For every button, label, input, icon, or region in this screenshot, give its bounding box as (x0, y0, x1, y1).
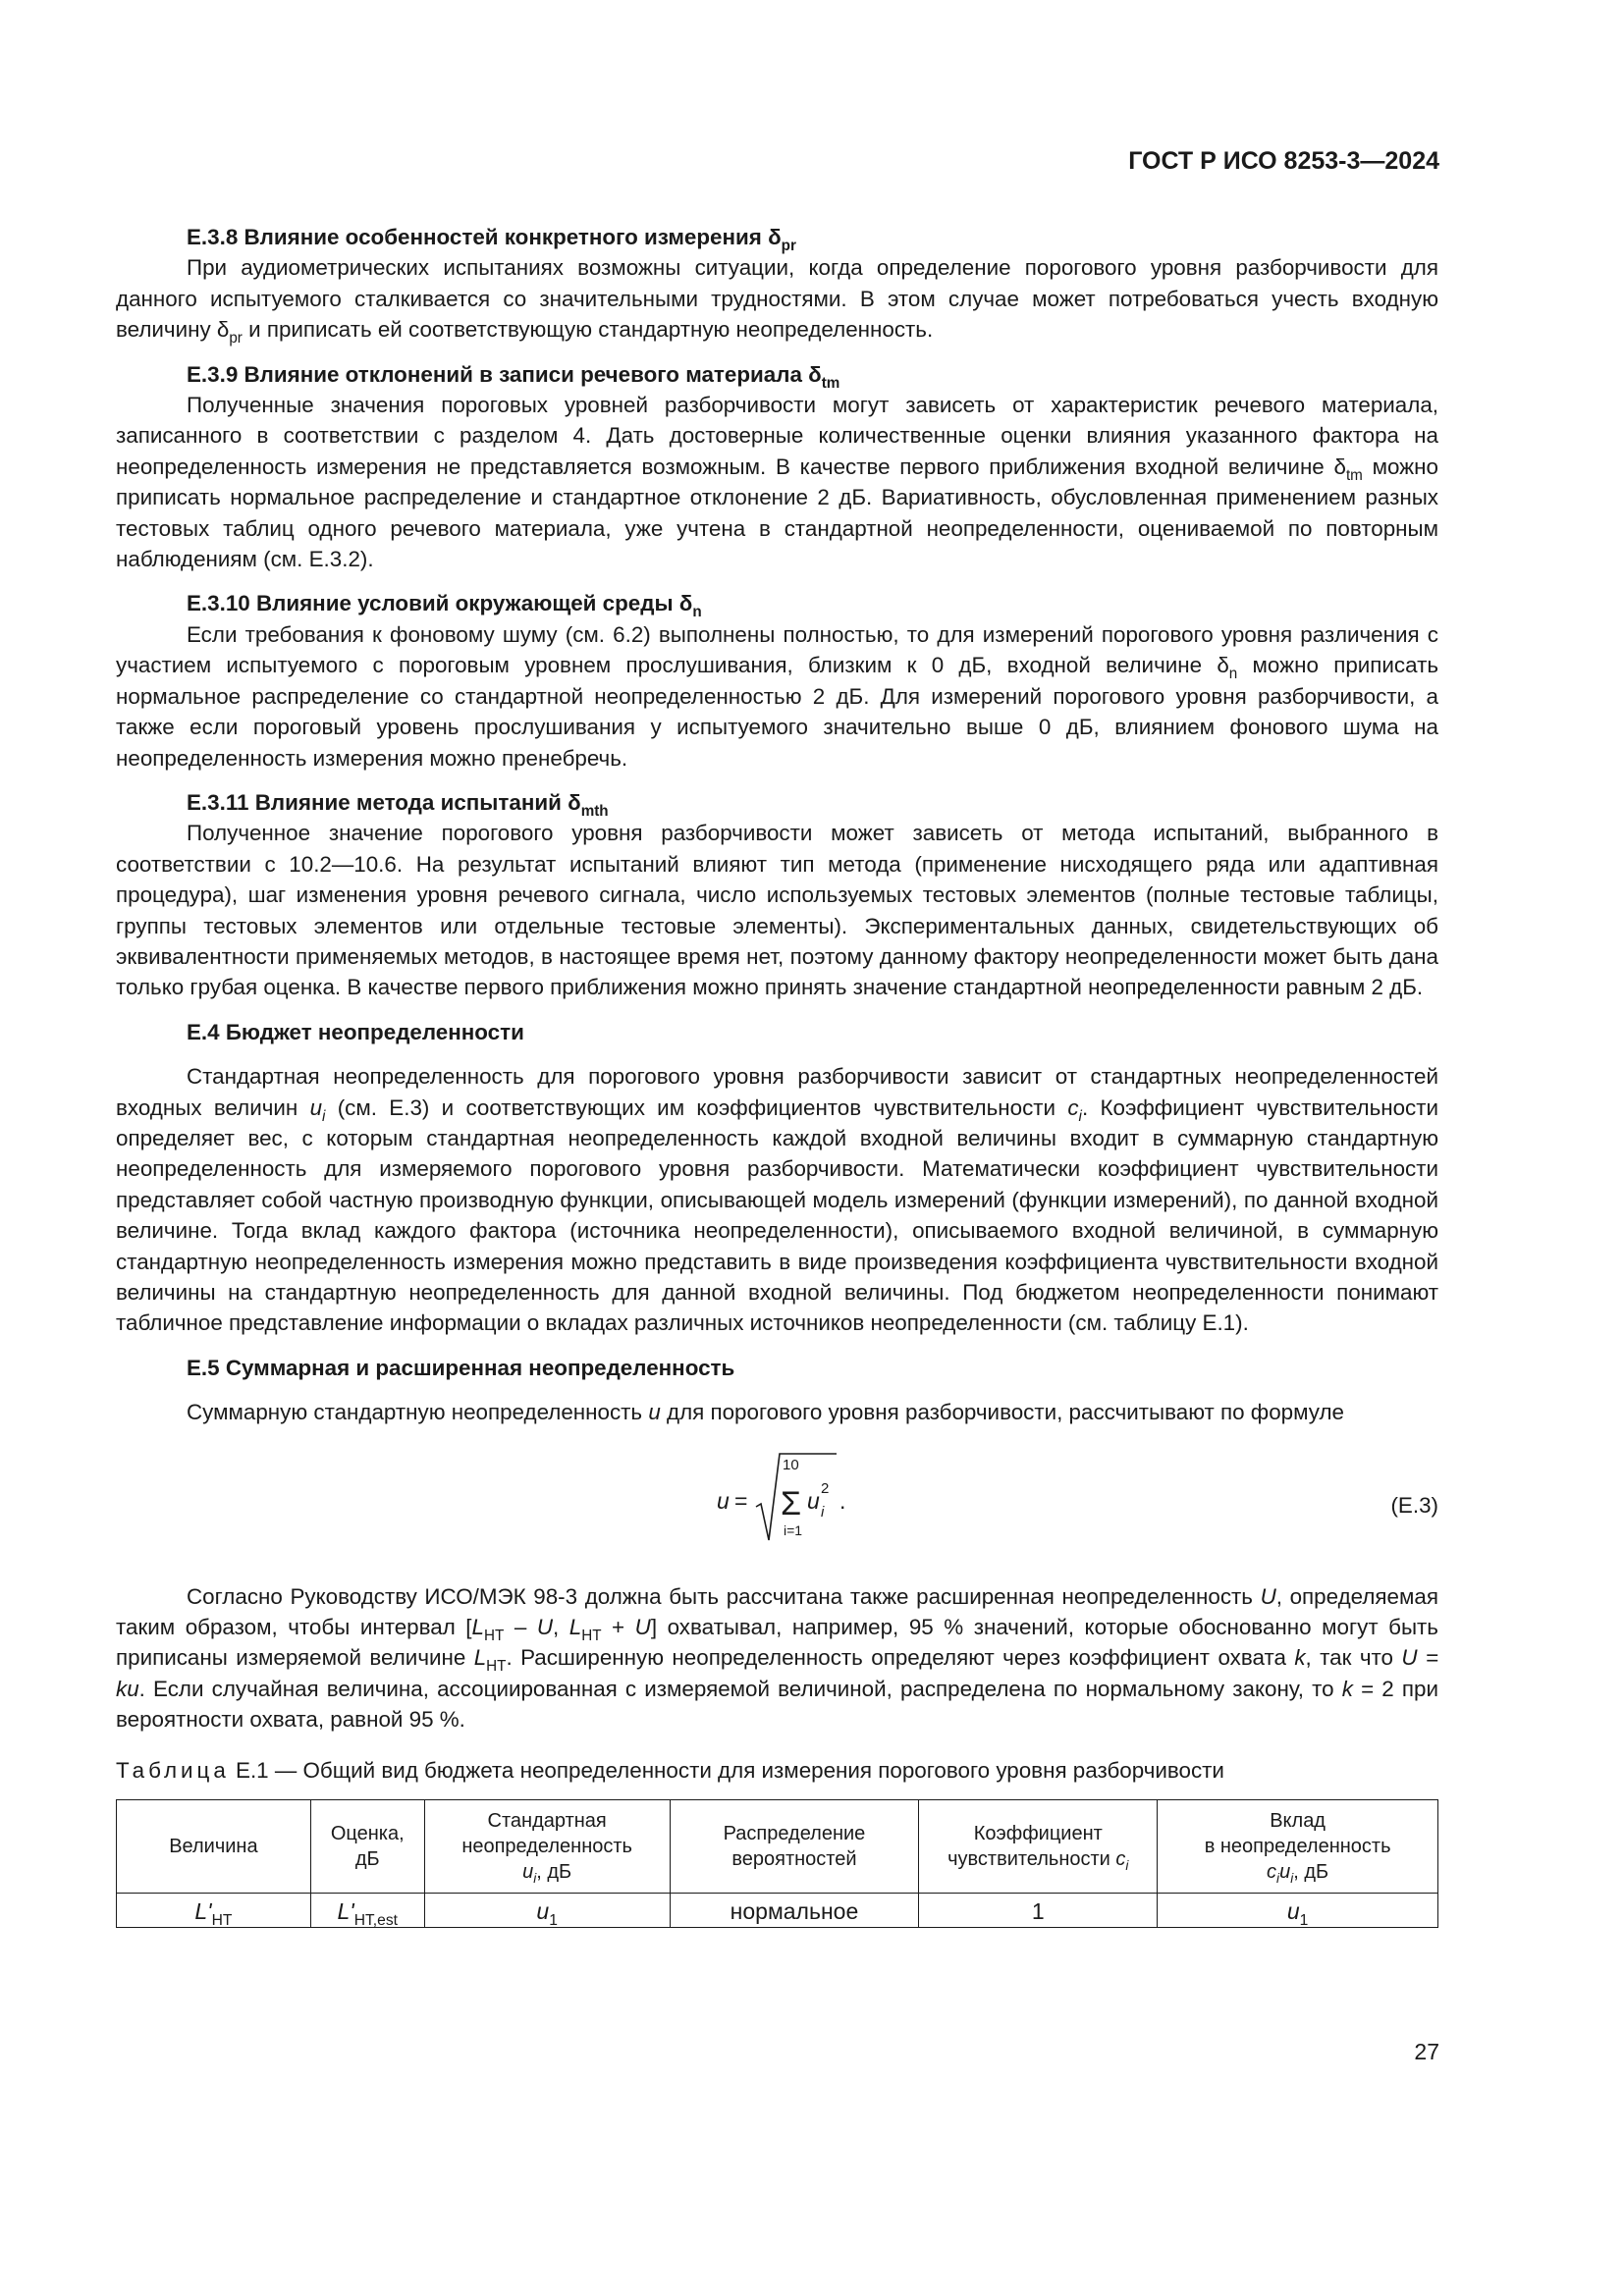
section-e4-paragraph: Стандартная неопределенность для порогового уровня разборчивости зависит от стандартных неопределенностей входных величин $u_i$ (см. Е.3) и соответствующих им коэффициентов чувствительности $c_i$. Коэффициент чувствительности определяет вес, с которым стандартная неопределенность каждой входной величины входит в суммарную стандартную неопределенность для измеряемого порогового уровня разборчивости. Математически коэффициент чувствительности представляет собой частную производную функции, описывающей модель измерений (функции измерений), по данной входной величине. Тогда вклад каждого фактора (источника неопределенности), описываемого входной величиной, в суммарную стандартную неопределенность измерения можно представить в виде произведения коэффициента чувствительности входной величины на стандартную неопределенность для данной входной величины. Под бюджетом неопределенности понимают табличное представление информации о вкладах различных источников неопределенности (см. таблицу Е.1). (116, 1064, 1439, 1336)
sum-upper-limit: 10 (783, 1456, 799, 1473)
page-number: 27 (1414, 2039, 1439, 2064)
header-distribution: Распределение вероятностей (670, 1800, 919, 1894)
table-caption: Таблица Е.1 — Общий вид бюджета неопределенности для измерения порогового уровня разборчивости (116, 1757, 1224, 1783)
cell-std-uncertainty: $u_1$ (424, 1894, 670, 1928)
section-e39-paragraph: Полученные значения пороговых уровней разборчивости могут зависеть от характеристик речевого материала, записанного в соответствии с разделом 4. Дать достоверные количественные оценки влияния указанного фактора на неопределенность измерения не представляется возможным. В качестве первого приближения входной величине $\delta_{tm}$ можно приписать нормальное распределение и стандартное отклонение 2 дБ. Вариативность, обусловленная применением разных тестовых таблиц одного речевого материала, уже учтена в стандартной неопределенности, оцениваемой по повторным наблюдениям (см. Е.3.2). (116, 393, 1438, 572)
cell-contribution: $u_1$ (1158, 1894, 1438, 1928)
section-e4-title: Е.4 Бюджет неопределенности (187, 1019, 524, 1044)
section-e5-title: Е.5 Суммарная и расширенная неопределенность (187, 1355, 735, 1380)
section-e311-paragraph: Полученное значение порогового уровня разборчивости может зависеть от метода испытаний, выбранного в соответствии с 10.2—10.6. На результат испытаний влияют тип метода (применение нисходящего ряда или адаптивная процедура), шаг изменения уровня речевого сигнала, число используемых тестовых элементов (полные тестовые таблицы, группы тестовых элементов или отдельные тестовые элементы). Экспериментальных данных, свидетельствующих об эквивалентности применяемых методов, в настоящее время нет, поэтому данному фактору неопределенности может быть дана только грубая оценка. В качестве первого приближения можно принять значение стандартной неопределенности равным 2 дБ. (116, 821, 1438, 1000)
section-e39-title: Е.3.9 Влияние отклонений в записи речевого материала $\delta_{tm}$ (187, 361, 840, 392)
sum-lower-limit: i=1 (784, 1522, 803, 1538)
page-content (116, 222, 1438, 1928)
section-e5-paragraph-1: Суммарную стандартную неопределенность u для порогового уровня разборчивости, рассчитывают по формуле (187, 1400, 1344, 1425)
formula-lhs: u (717, 1487, 730, 1514)
formula-end-dot: . (839, 1487, 846, 1514)
formula-equals: = (734, 1487, 748, 1514)
section-e311-title: Е.3.11 Влияние метода испытаний $\delta_{mth}$ (187, 789, 609, 820)
table-header-row (117, 1800, 1438, 1894)
header-sensitivity: Коэффициент чувствительности $c_i$ (919, 1800, 1158, 1894)
formula-variable: u (807, 1487, 820, 1514)
cell-distribution: нормальное (670, 1894, 919, 1928)
section-e38-paragraph: При аудиометрических испытаниях возможны ситуации, когда определение порогового уровня разборчивости для данного испытуемого сталкивается со значительными трудностями. В этом случае может потребоваться учесть входную величину $\delta_{pr}$ и приписать ей соответствующую стандартную неопределенность. (116, 255, 1438, 347)
cell-sensitivity: 1 (919, 1894, 1158, 1928)
formula-number: (Е.3) (1390, 1492, 1438, 1518)
formula-subscript: i (821, 1503, 825, 1521)
cell-estimate: $L'_{HT,est}$ (310, 1894, 424, 1928)
header-contribution: Вклад в неопределенность $c_iu_i$, дБ (1158, 1800, 1438, 1894)
formula-e3 (116, 1438, 1438, 1568)
formula-graphic (715, 1444, 970, 1562)
standard-code: ГОСТ Р ИСО 8253-3—2024 (1128, 147, 1439, 175)
section-e310-paragraph: Если требования к фоновому шуму (см. 6.2) выполнены полностью, то для измерений порогового уровня различения с участием испытуемого с пороговым уровнем прослушивания, близким к 0 дБ, входной величине $\delta_n$ можно приписать нормальное распределение со стандартной неопределенностью 2 дБ. Для измерений порогового уровня разборчивости, а также если пороговый уровень прослушивания у испытуемого значительно выше 0 дБ, влиянием фонового шума на неопределенность измерения можно пренебречь. (116, 621, 1439, 771)
section-e38-title: Е.3.8 Влияние особенностей конкретного измерения $\delta_{pr}$ (187, 225, 796, 254)
cell-quantity: $L'_{HT}$ (117, 1894, 311, 1928)
sum-sign: Σ (781, 1484, 802, 1522)
section-e5-paragraph-2: Согласно Руководству ИСО/МЭК 98-3 должна быть рассчитана также расширенная неопределенность U, определяемая таким образом, чтобы интервал [$L_{HT}$ – U, $L_{HT} + U$] охватывал, например, 95 % значений, которые обоснованно могут быть приписаны измеряемой величине $L_{HT}$. Расширенную неопределенность определяют через коэффициент охвата k, так что U = ku. Если случайная величина, ассоциированная с измеряемой величиной, распределена по нормальному закону, то k = 2 при вероятности охвата, равной 95 %. (116, 1583, 1439, 1733)
header-quantity: Величина (117, 1800, 311, 1894)
section-e310-title: Е.3.10 Влияние условий окружающей среды $\delta_n$ (187, 591, 702, 621)
uncertainty-budget-table (116, 1799, 1438, 1928)
header-std-uncertainty: Стандартная неопределенность $u_i$, дБ (424, 1800, 670, 1894)
formula-exponent: 2 (821, 1479, 830, 1497)
table-row (117, 1894, 1438, 1928)
header-estimate: Оценка, дБ (310, 1800, 424, 1894)
